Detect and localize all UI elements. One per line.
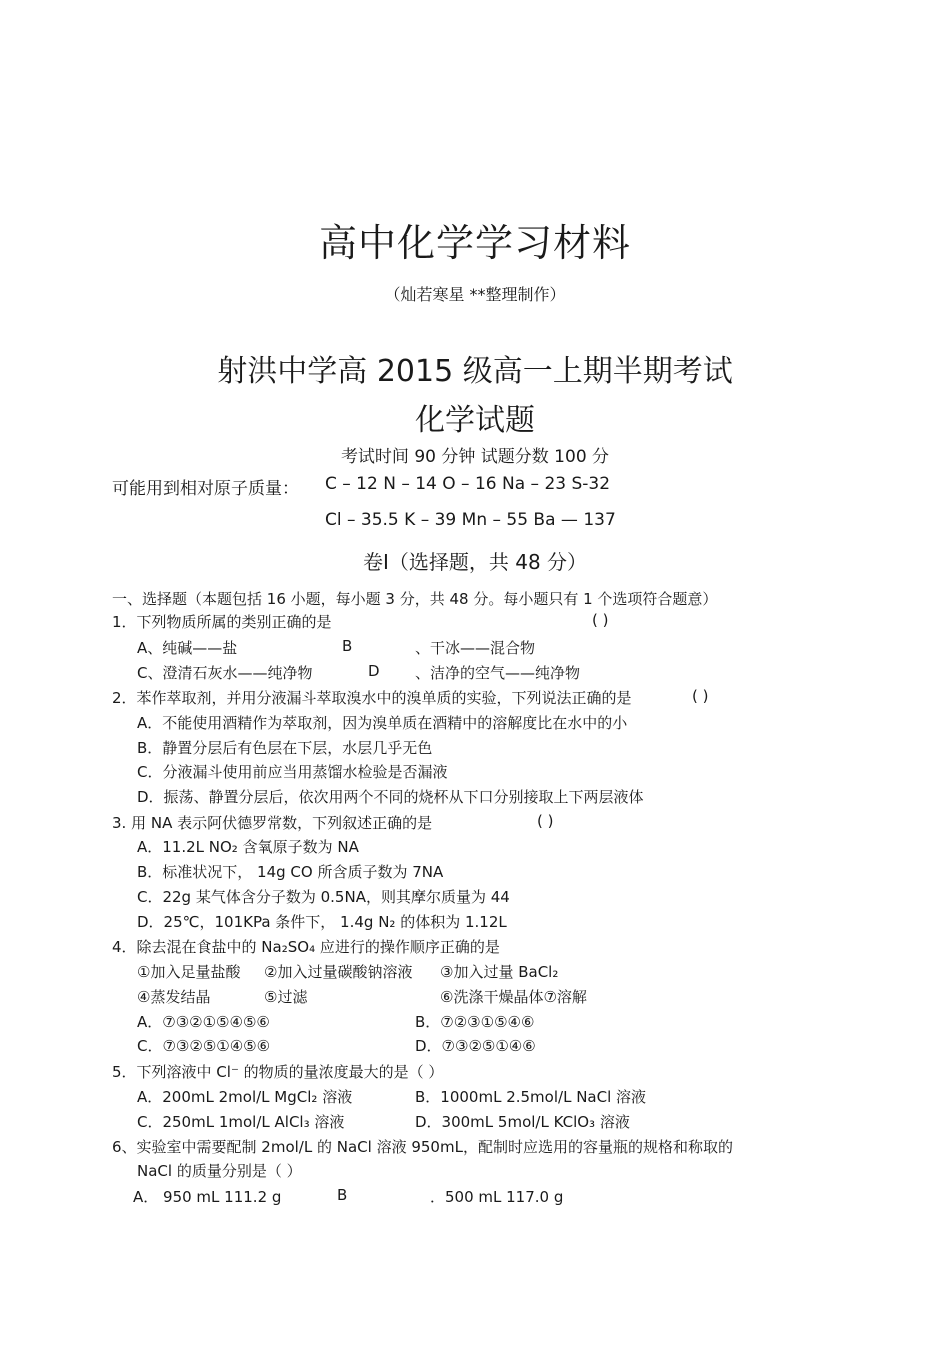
question-3-option-b: B．标准状况下， 14g CO 所含质子数为 7NA [137,863,444,881]
question-1-option-b-letter: B [342,637,353,655]
question-1-option-a: A、纯碱——盐 [137,639,238,657]
question-4-option-d: D．⑦③②⑤①④⑥ [415,1037,536,1055]
question-5-option-a: A．200mL 2mol/L MgCl₂ 溶液 [137,1088,353,1106]
question-1-option-d-letter: D [368,662,380,680]
question-4-step-6-7: ⑥洗涤干燥晶体⑦溶解 [440,988,587,1006]
volume-title: 卷Ⅰ（选择题，共 48 分） [362,550,588,574]
material-title: 高中化学学习材料 [318,221,631,265]
question-2-stem: 2．苯作萃取剂，并用分液漏斗萃取溴水中的溴单质的实验，下列说法正确的是 [112,689,632,707]
question-6-option-b-text: ．500 mL 117.0 g [430,1188,564,1206]
exam-time-info: 考试时间 90 分钟 试题分数 100 分 [340,447,610,467]
question-1-option-c: C、澄清石灰水——纯净物 [137,664,313,682]
question-1-answer-paren: ( ) [592,611,609,629]
question-6-stem-continued: NaCl 的质量分别是（ ） [137,1162,302,1180]
question-4-option-a: A．⑦③②①⑤④⑤⑥ [137,1013,270,1031]
question-5-option-c: C．250mL 1mol/L AlCl₃ 溶液 [137,1113,345,1131]
question-3-answer-paren: ( ) [537,812,554,830]
question-6-stem: 6、实验室中需要配制 2mol/L 的 NaCl 溶液 950mL，配制时应选用的容量瓶的规格和称取的 [112,1138,733,1156]
question-6-option-b-letter: B [337,1186,348,1204]
atomic-mass-line-1: C – 12 N – 14 O – 16 Na – 23 S-32 [325,474,611,494]
atomic-mass-line-2: Cl – 35.5 K – 39 Mn – 55 Ba — 137 [325,510,616,530]
question-4-step-5: ⑤过滤 [264,988,308,1006]
question-4-option-b: B．⑦②③①⑤④⑥ [415,1013,535,1031]
question-2-option-c: C．分液漏斗使用前应当用蒸馏水检验是否漏液 [137,763,448,781]
question-3-option-a: A．11.2L NO₂ 含氧原子数为 NA [137,838,359,856]
exam-subject-title: 化学试题 [415,403,535,438]
section-intro: 一、选择题（本题包括 16 小题，每小题 3 分，共 48 分。每小题只有 1 个选项符合题意） [112,590,718,608]
question-5-option-d: D．300mL 5mol/L KClO₃ 溶液 [415,1113,630,1131]
question-1-option-b-text: 、干冰——混合物 [415,639,536,657]
credit-line: （灿若寒星 **整理制作） [384,285,566,304]
question-4-step-1: ①加入足量盐酸 [137,963,241,981]
question-6-option-a: A． 950 mL 111.2 g [133,1188,282,1206]
question-1-option-d-text: 、洁净的空气——纯净物 [415,664,581,682]
question-4-stem: 4．除去混在食盐中的 Na₂SO₄ 应进行的操作顺序正确的是 [112,938,500,956]
question-4-step-2: ②加入过量碳酸钠溶液 [264,963,413,981]
question-5-stem: 5．下列溶液中 Cl⁻ 的物质的量浓度最大的是（ ） [112,1063,444,1081]
question-3-option-c: C．22g 某气体含分子数为 0.5NA，则其摩尔质量为 44 [137,888,510,906]
question-4-step-4: ④蒸发结晶 [137,988,211,1006]
question-2-option-d: D．振荡、静置分层后，依次用两个不同的烧杯从下口分别接取上下两层液体 [137,788,644,806]
question-3-option-d: D．25℃，101KPa 条件下， 1.4g N₂ 的体积为 1.12L [137,913,507,931]
question-3-stem: 3. 用 NA 表示阿伏德罗常数，下列叙述正确的是 [112,814,433,832]
question-2-option-a: A．不能使用酒精作为萃取剂，因为溴单质在酒精中的溶解度比在水中的小 [137,714,628,732]
question-2-option-b: B．静置分层后有色层在下层，水层几乎无色 [137,739,433,757]
question-5-option-b: B．1000mL 2.5mol/L NaCl 溶液 [415,1088,647,1106]
atomic-mass-label: 可能用到相对原子质量： [112,479,299,499]
exam-title: 射洪中学高 2015 级高一上期半期考试 [217,354,733,389]
question-1-stem: 1．下列物质所属的类别正确的是 [112,613,332,631]
question-2-answer-paren: ( ) [692,687,709,705]
question-4-step-3: ③加入过量 BaCl₂ [440,963,559,981]
question-4-option-c: C．⑦③②⑤①④⑤⑥ [137,1037,271,1055]
